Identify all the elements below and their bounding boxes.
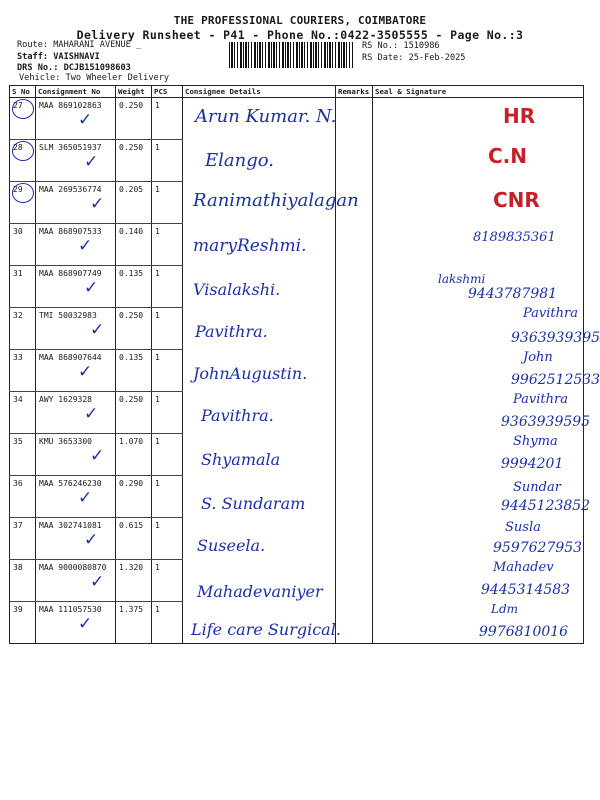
checkmark-icon: ✓	[84, 152, 99, 172]
signature-handwritten: lakshmi	[438, 271, 486, 286]
weight-cell: 1.320	[116, 560, 152, 602]
table-row	[10, 392, 584, 434]
table-row	[10, 350, 584, 392]
consignment-cell: SLM 365051937 ✓	[36, 140, 116, 182]
checkmark-icon: ✓	[90, 446, 105, 466]
checkmark-icon: ✓	[90, 572, 105, 592]
remarks-cell	[336, 434, 373, 476]
circle-mark	[12, 183, 34, 203]
pcs-cell: 1	[152, 98, 183, 140]
checkmark-icon: ✓	[78, 110, 93, 130]
consignment-cell: MAA 576246230 ✓	[36, 476, 116, 518]
signature-handwritten: Pavithra	[513, 391, 568, 407]
sno-cell: 37	[10, 518, 36, 560]
remarks-cell	[336, 140, 373, 182]
signature-cell	[373, 518, 584, 560]
signature-cell	[373, 434, 584, 476]
sno-cell: 33	[10, 350, 36, 392]
signature-phone-number: 9994201	[501, 455, 564, 472]
consignee-handwritten-name: Suseela.	[197, 535, 266, 555]
consignee-handwritten-name: Ranimathiyalagan	[193, 189, 359, 211]
consignment-cell: MAA 9000080870 ✓	[36, 560, 116, 602]
sno-cell: 38	[10, 560, 36, 602]
consignee-cell	[183, 434, 336, 476]
table-row	[10, 476, 584, 518]
drs-number: DRS No.: DCJB151098603	[17, 63, 131, 73]
signature-phone-number: 9962512533	[511, 371, 600, 388]
consignee-handwritten-name: Visalakshi.	[193, 279, 281, 299]
weight-cell: 0.250	[116, 392, 152, 434]
signature-cell	[373, 224, 584, 266]
pcs-cell: 1	[152, 392, 183, 434]
weight-cell: 1.070	[116, 434, 152, 476]
remarks-cell	[336, 266, 373, 308]
signature-phone-number: 9363939595	[501, 413, 591, 430]
consignee-cell	[183, 518, 336, 560]
consignment-cell: MAA 868907749 ✓	[36, 266, 116, 308]
pcs-cell: 1	[152, 182, 183, 224]
pcs-cell: 1	[152, 476, 183, 518]
sno-cell: 39	[10, 602, 36, 644]
signature-phone-number: 9363939395	[511, 329, 600, 346]
pcs-cell: 1	[152, 602, 183, 644]
consignment-cell: MAA 868907533 ✓	[36, 224, 116, 266]
consignee-cell	[183, 140, 336, 182]
remarks-cell	[336, 224, 373, 266]
remarks-cell	[336, 560, 373, 602]
signature-cell	[373, 476, 591, 518]
table-header-row	[10, 86, 584, 98]
table-row	[10, 560, 584, 602]
consignee-cell	[183, 602, 341, 644]
weight-cell: 0.250	[116, 140, 152, 182]
col-header-weight: Weight	[116, 86, 152, 98]
table-row	[10, 266, 584, 308]
consignee-cell	[183, 392, 336, 434]
weight-cell: 0.135	[116, 266, 152, 308]
pcs-cell: 1	[152, 308, 183, 350]
signature-cell	[373, 560, 584, 602]
consignment-cell: AWY 1629328 ✓	[36, 392, 116, 434]
staff-label: Staff: VAISHNAVI	[17, 52, 100, 62]
table-row	[10, 224, 584, 266]
signature-handwritten: John	[523, 349, 553, 365]
table-row	[10, 518, 584, 560]
signature-handwritten: HR	[503, 104, 536, 128]
remarks-cell	[336, 602, 373, 644]
circle-mark	[12, 99, 34, 119]
pcs-cell: 1	[152, 224, 183, 266]
consignee-handwritten-name: Life care Surgical.	[191, 619, 341, 639]
checkmark-icon: ✓	[78, 488, 93, 508]
consignment-cell: MAA 269536774 ✓	[36, 182, 116, 224]
weight-cell: 0.290	[116, 476, 152, 518]
table-row	[10, 602, 584, 644]
rs-date: RS Date: 25-Feb-2025	[362, 53, 466, 63]
remarks-cell	[336, 518, 373, 560]
checkmark-icon: ✓	[78, 614, 93, 634]
pcs-cell: 1	[152, 140, 183, 182]
checkmark-icon: ✓	[84, 278, 99, 298]
remarks-cell	[336, 476, 373, 518]
signature-phone-number: 9445123852	[501, 497, 591, 514]
signature-cell	[373, 349, 600, 392]
pcs-cell: 1	[152, 266, 183, 308]
sno-cell: 35	[10, 434, 36, 476]
rs-number: RS No.: 1510986	[362, 41, 440, 51]
runsheet-subtitle: Delivery Runsheet - P41 - Phone No.:0422-3505555 - Page No.:3	[76, 28, 524, 42]
col-header-seal: Seal & Signature	[373, 86, 584, 98]
remarks-cell	[336, 308, 373, 350]
signature-cell	[373, 391, 591, 434]
weight-cell: 0.140	[116, 224, 152, 266]
signature-cell	[373, 182, 584, 224]
consignee-handwritten-name: maryReshmi.	[193, 235, 307, 256]
weight-cell: 0.615	[116, 518, 152, 560]
consignee-handwritten-name: Pavithra.	[201, 405, 274, 425]
checkmark-icon: ✓	[78, 362, 93, 382]
remarks-cell	[336, 350, 373, 392]
route-label: Route: MAHARANI AVENUE _	[17, 40, 142, 50]
signature-handwritten: Susla	[505, 519, 541, 535]
col-header-consignment: Consignment No	[36, 86, 116, 98]
consignee-handwritten-name: JohnAugustin.	[193, 363, 308, 383]
signature-handwritten: Shyma	[513, 433, 558, 449]
sno-cell: 30	[10, 224, 36, 266]
sno-cell: 28	[10, 140, 36, 182]
remarks-cell	[336, 392, 373, 434]
col-header-sno: S No	[10, 86, 36, 98]
pcs-cell: 1	[152, 434, 183, 476]
remarks-cell	[336, 182, 373, 224]
pcs-cell: 1	[152, 560, 183, 602]
consignment-cell: KMU 3653300 ✓	[36, 434, 116, 476]
weight-cell: 1.375	[116, 602, 152, 644]
consignment-cell: TMI 50032983 ✓	[36, 308, 116, 350]
signature-handwritten: Sundar	[513, 479, 561, 495]
col-header-pcs: PCS	[152, 86, 183, 98]
col-header-consignee: Consignee Details	[183, 86, 336, 98]
sno-cell: 29	[10, 182, 36, 224]
circle-mark	[12, 141, 34, 161]
table-row	[10, 308, 584, 350]
barcode	[229, 42, 353, 68]
weight-cell: 0.205	[116, 182, 152, 224]
pcs-cell: 1	[152, 350, 183, 392]
consignment-cell: MAA 869102863 ✓	[36, 98, 116, 140]
consignment-cell: MAA 868907644 ✓	[36, 350, 116, 392]
consignee-cell	[183, 308, 336, 350]
sno-cell: 27	[10, 98, 36, 140]
col-header-remarks: Remarks	[336, 86, 373, 98]
vehicle-label: Vehicle: Two Wheeler Delivery	[19, 73, 170, 83]
consignee-handwritten-name: Shyamala	[201, 449, 281, 469]
table-row	[10, 140, 584, 182]
consignee-handwritten-name: Pavithra.	[195, 321, 268, 341]
signature-cell	[373, 266, 584, 308]
sno-cell: 31	[10, 266, 36, 308]
consignee-handwritten-name: Arun Kumar. N.	[195, 106, 337, 127]
signature-handwritten: C.N	[488, 143, 528, 168]
consignee-cell	[183, 224, 336, 266]
consignment-cell: MAA 111057530 ✓	[36, 602, 116, 644]
sno-cell: 32	[10, 308, 36, 350]
checkmark-icon: ✓	[84, 404, 99, 424]
checkmark-icon: ✓	[90, 194, 105, 214]
signature-handwritten: 8189835361	[473, 229, 556, 245]
consignment-cell: MAA 302741081 ✓	[36, 518, 116, 560]
pcs-cell: 1	[152, 518, 183, 560]
sno-cell: 34	[10, 392, 36, 434]
signature-handwritten: Ldm	[491, 601, 519, 616]
signature-handwritten: Mahadev	[493, 559, 554, 575]
table-row	[10, 98, 584, 140]
signature-phone-number: 9445314583	[481, 581, 571, 598]
signature-cell	[373, 140, 584, 182]
consignee-cell	[183, 350, 336, 392]
table-row	[10, 182, 584, 224]
weight-cell: 0.135	[116, 350, 152, 392]
signature-phone-number: 9597627953	[493, 539, 583, 556]
weight-cell: 0.250	[116, 308, 152, 350]
sno-cell: 36	[10, 476, 36, 518]
checkmark-icon: ✓	[90, 320, 105, 340]
consignee-cell	[183, 476, 336, 518]
consignee-cell	[183, 266, 336, 308]
consignee-handwritten-name: Mahadevaniyer	[197, 581, 323, 601]
checkmark-icon: ✓	[78, 236, 93, 256]
signature-cell	[373, 602, 584, 644]
signature-handwritten: Pavithra	[523, 305, 578, 321]
checkmark-icon: ✓	[84, 530, 99, 550]
weight-cell: 0.250	[116, 98, 152, 140]
runsheet-table	[9, 85, 600, 644]
consignee-handwritten-name: S. Sundaram	[201, 493, 306, 513]
consignee-cell	[183, 560, 336, 602]
consignee-cell	[183, 98, 336, 140]
table-row	[10, 434, 584, 476]
consignee-handwritten-name: Elango.	[205, 149, 274, 171]
signature-phone-number: 9976810016	[479, 623, 569, 640]
signature-phone-number: 9443787981	[468, 285, 558, 302]
signature-cell	[373, 305, 600, 350]
company-title: THE PROFESSIONAL COURIERS, COIMBATORE	[173, 14, 427, 27]
consignee-cell	[183, 182, 359, 224]
signature-cell	[373, 98, 584, 140]
signature-handwritten: CNR	[493, 187, 540, 212]
remarks-cell	[336, 98, 373, 140]
